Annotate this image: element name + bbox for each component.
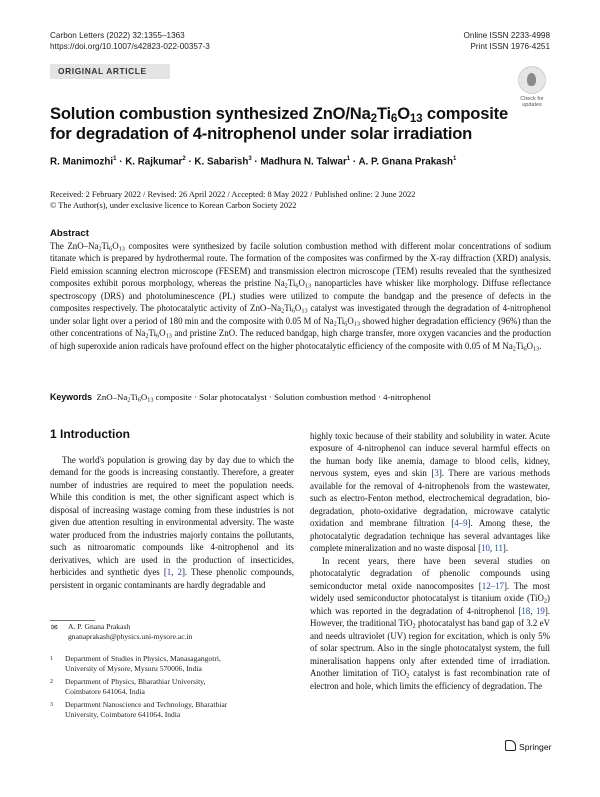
- envelope-icon: ✉: [51, 623, 58, 632]
- publisher-logo: Springer: [505, 740, 551, 752]
- paragraph: In recent years, there have been several studies on photocatalytic degradation of phenolic compounds using semiconductor metal oxide nanocomposites [12–17]. The most widely used semiconductor photocatalyst is titanium oxide (TiO$_2$) which was reported in the degradation of 4-nitrophenol [18, 19]. However, the traditional TiO$_2$ photocatalyst has band gap of 3.2 eV and needs ultraviolet (UV) region for excitation, which is only 5% of solar spectrum. Also in the single photocatalyst system, the full mineralisation happens only after extended time of irradiation. Another limitation of TiO$_2$ catalyst is fast recombination rate of electron and hole, which limits the efficiency of degradation. The: [310, 555, 551, 691]
- keywords-list: ZnO–$Na_2Ti_6O_{13}$ composite · Solar photocatalyst · Solution combustion method · 4-nitrophenol: [96, 392, 431, 404]
- keywords: [50, 392, 570, 402]
- author-list: R. Manimozhi$^1$ · K. Rajkumar$^2$ · K. Sabarish$^3$ · Madhura N. Talwar$^1$ · A. P. Gnana Prakash$^1$: [50, 156, 457, 168]
- paper-title: Solution combustion synthesized ZnO/$Na_2Ti_6O_{13}$ composite for degradation of 4-nitrophenol under solar irradiation: [50, 104, 509, 143]
- affiliation-2: 2 Department of Physics, Bharathiar University, Coimbatore 641064, India: [50, 677, 206, 696]
- body-column-left: [50, 454, 294, 591]
- check-updates-icon: [518, 66, 546, 94]
- abstract-text: The ZnO–$Na_2Ti_6O_{13}$ composites were synthesized by facile solution combustion method with different molar concentrations of sodium titanate which is prepared by hydrothermal route. The formation of the composites was confirmed by the X-ray diffraction (XRD) analysis. Field emission scanning electron microscope (FESEM) and transmission electron microscope (TEM) results revealed that the synthesized composites exhibit porous morphology, whereas the pristine $Na_2Ti_6O_{13}$ nanoparticles have whisker like morphology. Diffuse reflectance spectroscopy (DRS) and photoluminescence (PL) studies were utilized to compute the bandgap and the presence of defects in the composites respectively. The photocatalytic activity of ZnO–$Na_2Ti_6O_{13}$ catalyst was investigated through the degradation of 4-nitrophenol under solar light over a period of 180 min and the composite with 0.05 M of $Na_2Ti_6O_{13}$ showed higher degradation efficiency (96%) than the other concentrations of $Na_2Ti_6O_{13}$ and pristine ZnO. The reduced bandgap, high charge transfer, more oxygen vacancies and the production of high superoxide anion radicals have profound effect on the higher photocatalytic efficiency of the composite with 0.05 of M $Na_2Ti_6O_{13}$.: [50, 241, 552, 353]
- paragraph: highly toxic because of their stability and solubility in water. Acute exposure of 4-nitrophenol can induce several harmful effects on the human body like anemia, damage to blood cells, kidney, nervous system, eyes and skin [3]. There are various methods available for the removal of 4-nitrophenols from the wastewater, such as electro-Fenton method, electrochemical degradation, bio-degradation, photo-oxidative degradation, microwave catalytic oxidation and membrane filtration [4–9]. Among these, the photocatalytic degradation technique has several advantages like complete mineralization and no waste disposal [10, 11].: [310, 431, 550, 554]
- publication-dates: Received: 2 February 2022 / Revised: 26 April 2022 / Accepted: 8 May 2022 / Published online: 2 June 2022 © The Author(s), under exclusive licence to Korean Carbon Society 2022: [50, 190, 416, 210]
- keywords-label: Keywords: [50, 392, 93, 402]
- paragraph: The world's population is growing day by day due to which the demand for the goods is increasing constantly. Therefore, a greater number of industries are required to meet the population needs. While this condition is met, the other significant aspect which is disposal of increasing wastage coming from these industries is not given due attention resulting in environmental adversity. The waste water produced from the industries majorly contains the pollutants, such as nitroaromatic compounds like 4-nitrophenol and its derivatives, which are used in the production of insecticides, herbicides and synthetic dyes [1, 2]. These phenolic compounds, persistent in organic contaminants are hardly degradable and: [50, 455, 295, 590]
- doi-link[interactable]: https://doi.org/10.1007/s42823-022-00357-3: [50, 42, 210, 51]
- journal-citation: Carbon Letters (2022) 32:1355–1363 https://doi.org/10.1007/s42823-022-00357-3: [50, 31, 210, 51]
- abstract-heading: Abstract: [50, 228, 89, 239]
- issn-block: Online ISSN 2233-4998 Print ISSN 1976-4251: [463, 31, 550, 51]
- check-for-updates-button[interactable]: Check for updates: [516, 66, 548, 108]
- footnote-divider: [50, 620, 95, 621]
- body-column-right: [310, 430, 550, 692]
- corresponding-author: ✉ A. P. Gnana Prakash gnanaprakash@physics.uni-mysore.ac.in: [50, 622, 290, 642]
- section-heading: 1 Introduction: [50, 427, 130, 441]
- affiliation-3: 3 Department Nanoscience and Technology, Bharathiar University, Coimbatore 641064, India: [50, 700, 228, 719]
- article-type-badge: ORIGINAL ARTICLE: [50, 64, 170, 79]
- springer-horse-icon: [505, 740, 516, 751]
- email-link[interactable]: gnanaprakash@physics.uni-mysore.ac.in: [68, 632, 193, 641]
- affiliation-1: 1 Department of Studies in Physics, Manasagangotri, University of Mysore, Mysuru 570006, India: [50, 654, 221, 673]
